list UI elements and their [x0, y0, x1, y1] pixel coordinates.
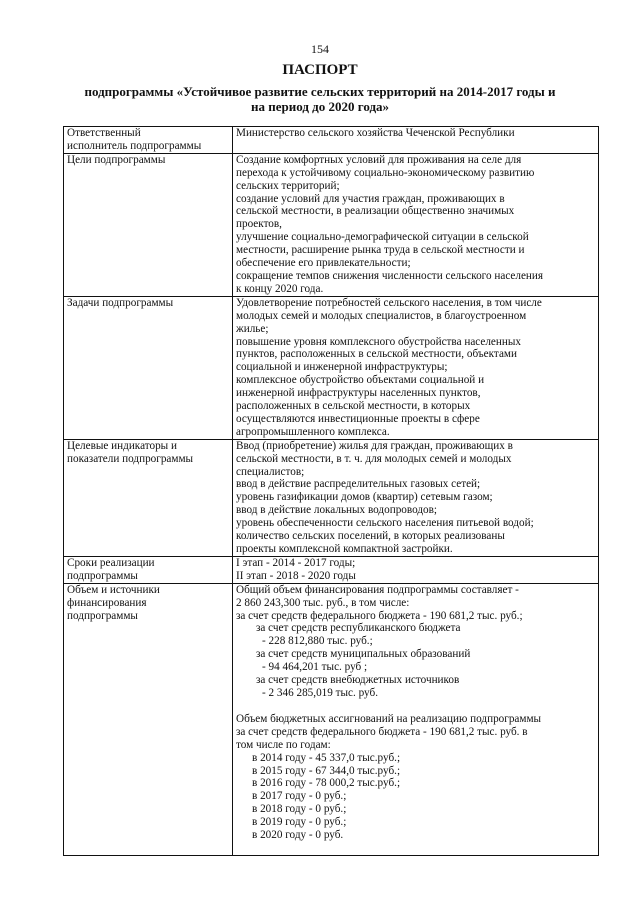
value-line: проектов,	[236, 218, 282, 231]
value-line: сокращение темпов снижения численности сельского населения	[236, 269, 544, 282]
value-line: уровень газификации домов (квартир) сетевым газом;	[236, 491, 493, 504]
value-line: специалистов;	[236, 465, 305, 478]
value-line: в 2020 году - 0 руб.	[252, 829, 344, 842]
value-line: жилье;	[236, 322, 269, 335]
value-line: обеспечение его привлекательности;	[236, 257, 411, 270]
row-value	[233, 127, 599, 154]
spacer	[236, 842, 595, 855]
row-label	[64, 127, 233, 154]
value-line: проекты комплексной компактной застройки.	[236, 543, 453, 555]
label-line: подпрограммы	[67, 569, 138, 582]
row-label	[64, 153, 233, 296]
value-line: за счет средств муниципальных образований	[256, 648, 471, 661]
value-line: создание условий для участия граждан, проживающих в	[236, 192, 505, 205]
label-line: Сроки реализации	[67, 556, 155, 569]
row-label	[64, 439, 233, 556]
value-line: 2 860 243,300 тыс. руб., в том числе:	[236, 596, 410, 609]
value-line: Удовлетворение потребностей сельского населения, в том числе	[236, 296, 542, 309]
value-line: сельской местности, в т. ч. для молодых семей и молодых	[236, 452, 512, 465]
value-line: в 2014 году - 45 337,0 тыс.руб.;	[252, 751, 401, 764]
value-line: - 2 346 285,019 тыс. руб.	[262, 686, 378, 699]
value-line: количество сельских поселений, в которых реализованы	[236, 530, 505, 543]
label-line: Целевые индикаторы и	[67, 439, 177, 452]
row-value	[233, 556, 599, 583]
value-line: Создание комфортных условий для проживания на селе для	[236, 153, 522, 166]
label-line: Ответственный	[67, 127, 141, 139]
row-label	[64, 296, 233, 439]
value-line: в 2019 году - 0 руб.;	[252, 816, 347, 829]
value-line: Министерство сельского хозяйства Чеченской Республики	[236, 127, 515, 139]
value-line: инженерной инфраструктуры населенных пунктов,	[236, 387, 481, 400]
label-line: Задачи подпрограммы	[67, 296, 174, 309]
value-line: I этап - 2014 - 2017 годы;	[236, 556, 356, 569]
value-line: за счет средств федерального бюджета - 190 681,2 тыс. руб.;	[236, 609, 523, 622]
label-line: исполнитель подпрограммы	[67, 139, 202, 152]
value-line: в 2015 году - 67 344,0 тыс.руб.;	[252, 764, 401, 777]
row-value	[233, 583, 599, 855]
value-line: II этап - 2018 - 2020 годы	[236, 569, 356, 582]
table-row-tasks	[64, 296, 599, 439]
value-line: пунктов, расположенных в сельской местности, объектами	[236, 348, 517, 361]
value-line: молодых семей и молодых специалистов, в благоустроенном	[236, 309, 527, 322]
table-row-indicators	[64, 439, 599, 556]
value-line: перехода к устойчивому социально-экономическому развитию	[236, 166, 535, 179]
row-value	[233, 296, 599, 439]
value-line: ввод в действие распределительных газовых сетей;	[236, 478, 481, 491]
label-line: финансирования	[67, 596, 147, 609]
label-line: подпрограммы	[67, 609, 138, 622]
value-line: за счет средств федерального бюджета - 190 681,2 тыс. руб. в	[236, 725, 528, 738]
value-line: в 2018 году - 0 руб.;	[252, 803, 347, 816]
label-line: показатели подпрограммы	[67, 452, 194, 465]
label-line: Объем и источники	[67, 583, 160, 596]
value-line: за счет средств внебюджетных источников	[256, 674, 460, 687]
value-line: сельской местности, в реализации общественно значимых	[236, 205, 515, 218]
value-line: том числе по годам:	[236, 738, 331, 751]
value-line: сельских территорий;	[236, 179, 340, 192]
document-subtitle: подпрограммы «Устойчивое развитие сельских территорий на 2014-2017 годы и на период до 2020 года»	[84, 84, 556, 114]
page-number: 154	[311, 42, 329, 56]
passport-table	[63, 126, 599, 856]
value-line: комплексное обустройство объектами социальной и	[236, 374, 485, 387]
row-value	[233, 439, 599, 556]
row-label	[64, 556, 233, 583]
value-line: ввод в действие локальных водопроводов;	[236, 504, 438, 517]
table-row-terms	[64, 556, 599, 583]
table-row-financing	[64, 583, 599, 855]
value-line: осуществляются инвестиционные проекты в сфере	[236, 412, 480, 425]
value-line: в 2016 году - 78 000,2 тыс.руб.;	[252, 777, 401, 790]
spacer	[236, 700, 595, 713]
value-line: повышение уровня комплексного обустройства населенных	[236, 335, 521, 348]
value-line: Объем бюджетных ассигнований на реализацию подпрограммы	[236, 712, 542, 725]
table-row-responsible	[64, 127, 599, 154]
table-row-goals	[64, 153, 599, 296]
value-line: за счет средств республиканского бюджета	[256, 622, 461, 635]
value-line: социальной и инженерной инфраструктуры;	[236, 361, 448, 374]
value-line: Общий объем финансирования подпрограммы составляет -	[236, 583, 519, 596]
document-title: ПАСПОРТ	[282, 62, 358, 78]
row-label	[64, 583, 233, 855]
value-line: - 94 464,201 тыс. руб ;	[262, 661, 368, 674]
value-line: агропромышленного комплекса.	[236, 425, 390, 438]
value-line: Ввод (приобретение) жилья для граждан, проживающих в	[236, 439, 513, 452]
value-line: расположенных в сельской местности, в которых	[236, 400, 471, 413]
value-line: местности, расширение рынка труда в сельской местности и	[236, 244, 525, 257]
value-line: улучшение социально-демографической ситуации в сельской	[236, 231, 529, 244]
value-line: уровень обеспеченности сельского населения питьевой водой;	[236, 517, 534, 530]
label-line: Цели подпрограммы	[67, 153, 166, 166]
value-line: - 228 812,880 тыс. руб.;	[262, 635, 373, 648]
value-line: к концу 2020 года.	[236, 282, 324, 295]
row-value	[233, 153, 599, 296]
value-line: в 2017 году - 0 руб.;	[252, 790, 347, 803]
